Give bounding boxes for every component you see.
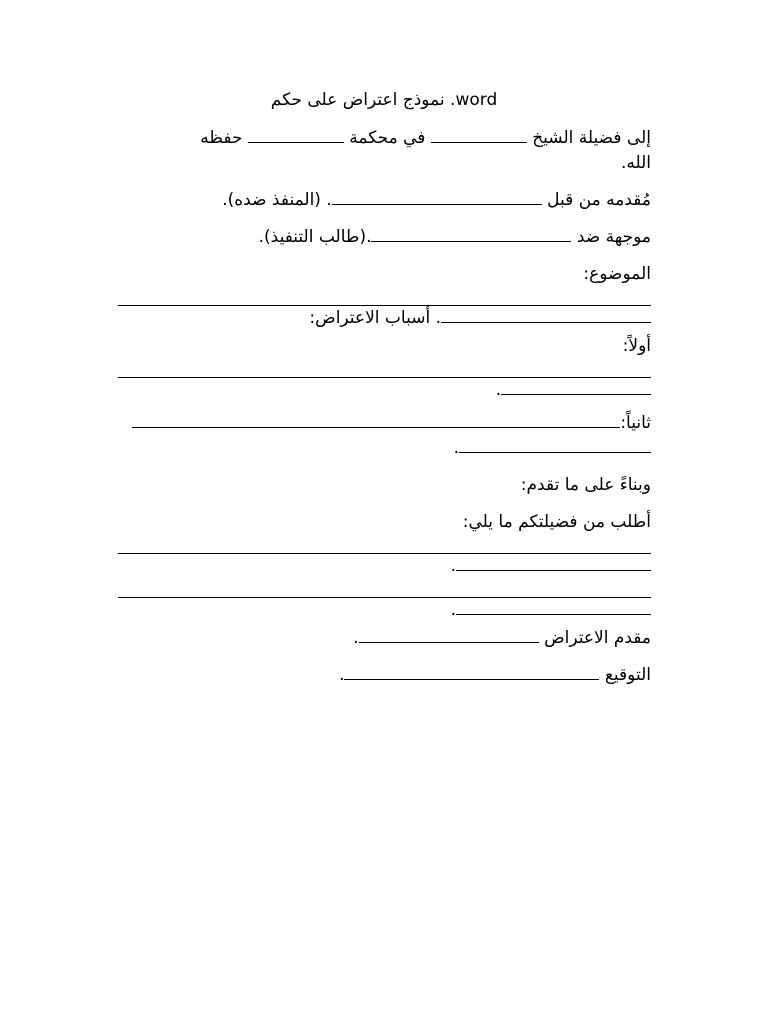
signature-label: التوقيع bbox=[599, 665, 651, 685]
blessing-part1: حفظه bbox=[200, 128, 248, 148]
submitted-by-label: مُقدمه من قبل bbox=[541, 190, 651, 210]
request-text: أطلب من فضيلتكم ما يلي: bbox=[462, 512, 651, 532]
second-reason-label: ثانياً: bbox=[620, 413, 651, 433]
first-reason-line bbox=[118, 334, 651, 359]
request-end-2 bbox=[118, 598, 651, 623]
court-label: في محكمة bbox=[343, 128, 431, 148]
request-line bbox=[118, 510, 651, 535]
form-body bbox=[118, 126, 651, 688]
court-name-blank[interactable] bbox=[248, 130, 344, 143]
document-title: نموذج اعتراض على حكم .word bbox=[270, 90, 498, 110]
objector-period: . bbox=[353, 628, 359, 648]
subject-blank-1[interactable] bbox=[118, 287, 651, 306]
first-reason-blank-2[interactable] bbox=[501, 382, 651, 395]
first-reason-blank-1[interactable] bbox=[118, 359, 651, 378]
first-reason-label: أولاً: bbox=[622, 336, 651, 356]
signature-line bbox=[118, 663, 651, 688]
first-reason-period: . bbox=[495, 380, 501, 400]
based-on-text: وبناءً على ما تقدم: bbox=[520, 475, 651, 495]
reasons-line bbox=[118, 306, 651, 331]
request-blank-2[interactable] bbox=[456, 558, 651, 571]
objector-blank[interactable] bbox=[359, 630, 539, 643]
submitted-by-line bbox=[118, 188, 651, 213]
directed-against-suffix: .(طالب التنفيذ). bbox=[258, 227, 372, 247]
second-reason-blank-1[interactable] bbox=[132, 415, 620, 428]
signature-period: . bbox=[339, 665, 345, 685]
request-blank-3[interactable] bbox=[118, 579, 651, 598]
request-period-2: . bbox=[450, 600, 456, 620]
reasons-label: . أسباب الاعتراض: bbox=[309, 308, 441, 328]
blessing-part2: الله. bbox=[620, 153, 651, 173]
directed-against-label: موجهة ضد bbox=[571, 227, 651, 247]
second-reason-line bbox=[118, 411, 651, 436]
objector-label: مقدم الاعتراض bbox=[538, 628, 651, 648]
second-reason-end bbox=[118, 436, 651, 461]
request-period-1: . bbox=[450, 556, 456, 576]
directed-against-blank[interactable] bbox=[371, 229, 571, 242]
addressee-line-2 bbox=[118, 151, 651, 176]
request-end-1 bbox=[118, 554, 651, 579]
first-reason-end bbox=[118, 378, 651, 403]
addressee-prefix: إلى فضيلة الشيخ bbox=[526, 128, 651, 148]
request-blank-1[interactable] bbox=[118, 535, 651, 554]
directed-against-line bbox=[118, 225, 651, 250]
signature-blank[interactable] bbox=[344, 667, 599, 680]
subject-blank-2[interactable] bbox=[441, 310, 651, 323]
addressee-line bbox=[118, 126, 651, 151]
second-reason-period: . bbox=[453, 438, 459, 458]
subject-line bbox=[118, 262, 651, 287]
subject-label: الموضوع: bbox=[583, 264, 651, 284]
objector-line bbox=[118, 626, 651, 651]
request-blank-4[interactable] bbox=[456, 602, 651, 615]
submitted-by-suffix: . (المنفذ ضده). bbox=[222, 190, 332, 210]
submitted-by-blank[interactable] bbox=[332, 192, 542, 205]
based-on-line bbox=[118, 473, 651, 498]
sheikh-name-blank[interactable] bbox=[431, 130, 527, 143]
second-reason-blank-2[interactable] bbox=[459, 440, 651, 453]
